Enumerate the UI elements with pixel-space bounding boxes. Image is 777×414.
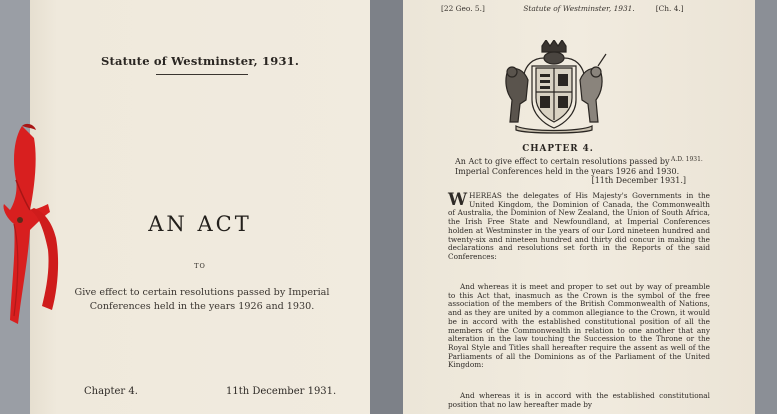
paragraph-2-text: And whereas it is meet and proper to set out by way of preamble to this Act that, inasmuch as the Crown is the symbol of the free association of the members of the British Commonwealth of Nations, and as they are united by a common allegiance to the Crown, it would be in accord with the established constitutional position of all the members of the Commonwealth in relation to one another that any alteration in the law touching the Succession to the Throne or the Royal Style and Titles shall hereafter require the assent as well of the Parliaments of all the Dominions as of the Parliament of the United Kingdom: xyxy=(448,282,710,370)
running-head xyxy=(441,4,684,13)
running-title: Statute of Westminster, 1931. xyxy=(523,4,635,13)
act-text-page xyxy=(403,0,755,414)
paragraph-3-text: And whereas it is in accord with the established constitutional position that no law hereafter made by xyxy=(448,391,710,409)
paragraph-1-text: HEREAS the delegates of His Majesty's Governments in the United Kingdom, the Dominion of Canada, the Commonwealth of Australia, the Dominion of New Zealand, the Union of South Africa, the Irish Free State and Newfoundland, at Imperial Conferences holden at Westminster in the years of our Lord nineteen hundred and twenty-six and nineteen hundred and thirty did concur in making the declarations and resolutions set forth in the Reports of the said Conferences: xyxy=(448,191,710,261)
background-right xyxy=(755,0,777,414)
preamble-paragraph-1 xyxy=(448,192,710,262)
act-title: AN ACT xyxy=(148,212,252,236)
preamble-paragraph-3 xyxy=(448,392,710,409)
long-title-text: An Act to give effect to certain resolutions passed by Imperial Conferences held in the years 1926 and 1930. xyxy=(455,157,680,176)
chapter-heading: CHAPTER 4. xyxy=(522,144,594,154)
long-title xyxy=(455,157,700,186)
dropcap: W xyxy=(448,190,468,210)
statute-title: Statute of Westminster, 1931. xyxy=(100,54,300,68)
running-chapter: [Ch. 4.] xyxy=(655,4,684,13)
background-gutter xyxy=(370,0,403,414)
royal-coat-of-arms-icon xyxy=(498,40,610,134)
regnal-year: [22 Geo. 5.] xyxy=(441,4,485,13)
act-to-word: TO xyxy=(194,262,206,270)
title-rule xyxy=(156,74,248,75)
long-title-date: [11th December 1931.] xyxy=(591,176,686,185)
margin-note: A.D. 1931. xyxy=(671,156,703,163)
footer-chapter: Chapter 4. xyxy=(84,386,138,397)
footer-date: 11th December 1931. xyxy=(226,386,337,397)
red-ribbon-icon xyxy=(0,120,70,340)
preamble-paragraph-2 xyxy=(448,283,710,370)
cover-page xyxy=(30,0,370,414)
act-description: Give effect to certain resolutions passed by Imperial Conferences held in the years 1926 and 1930. xyxy=(74,287,330,312)
